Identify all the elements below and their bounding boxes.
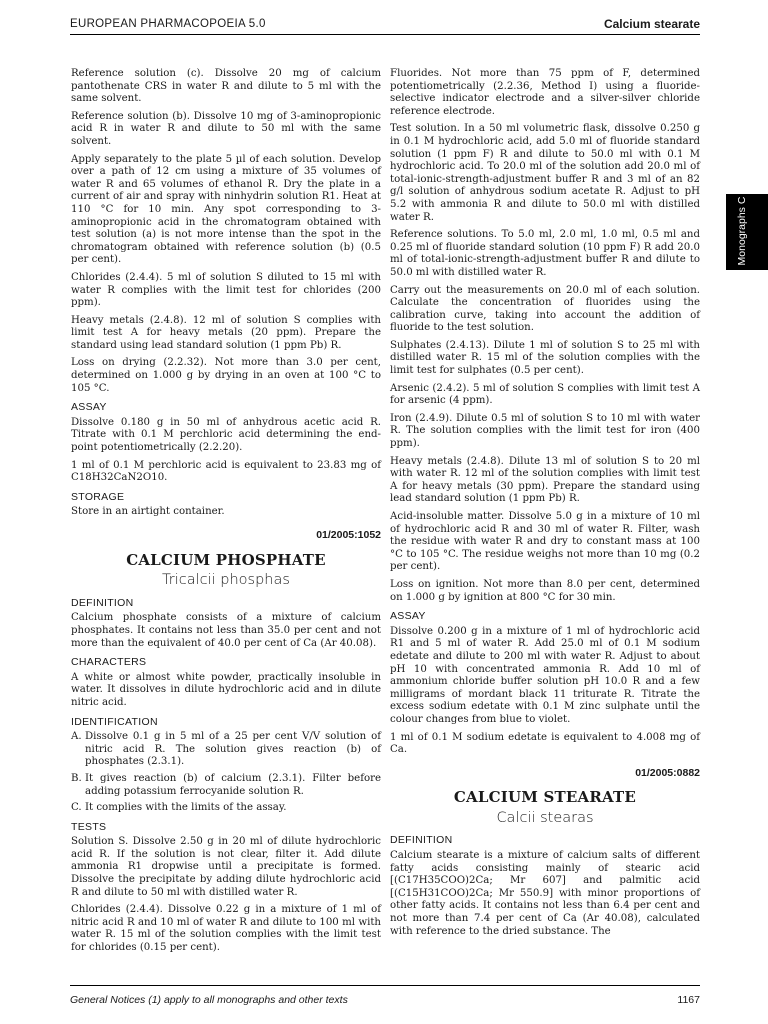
monograph-number: 01/2005:0882 — [635, 766, 700, 779]
section-heading: ASSAY — [71, 401, 107, 414]
paragraph: Solution S. Dissolve 2.50 g in 20 ml of dilute hydrochloric acid R. If the solution is not clear, filter it. Add dilute ammonia R1 dropwise until a precipitate is formed. Dissolve the precipitate by adding dilute hydrochloric acid R and dilute to 50 ml with distilled water R. — [71, 836, 381, 898]
left-column — [71, 68, 381, 960]
monograph-title: CALCIUM PHOSPHATE — [126, 550, 326, 569]
paragraph: Loss on ignition. Not more than 8.0 per cent, determined on 1.000 g by ignition at 800 °C for 30 min. — [390, 578, 700, 603]
paragraph: A white or almost white powder, practically insoluble in water. It dissolves in dilute hydrochloric acid and in dilute nitric acid. — [71, 671, 381, 708]
paragraph: Iron (2.4.9). Dilute 0.5 ml of solution S to 10 ml with water R. The solution complies with the limit test for iron (400 ppm). — [390, 412, 700, 450]
paragraph: Arsenic (2.4.2). 5 ml of solution S complies with limit test A for arsenic (4 ppm). — [390, 382, 700, 407]
running-header — [70, 16, 700, 35]
monographs-section-tab — [726, 194, 768, 270]
paragraph: 1 ml of 0.1 M sodium edetate is equivalent to 4.008 mg of Ca. — [390, 731, 700, 756]
paragraph: Store in an airtight container. — [71, 506, 225, 518]
identification-item — [71, 731, 381, 769]
paragraph: Test solution. In a 50 ml volumetric flask, dissolve 0.250 g in 0.1 M hydrochloric acid, add 5.0 ml of fluoride standard solution (1 ppm F) R and dilute to 50.0 ml with 0.1 M hydrochloric acid. To 20.0 ml of the solution add 20.0 ml of total-ionic-strength-adjustment buffer R and 3 ml of an 82 g/l solution of anhydrous sodium acetate R. Adjust to pH 5.2 with ammonia R and dilute to 50.0 ml with distilled water R. — [390, 123, 700, 223]
paragraph: Dissolve 0.200 g in a mixture of 1 ml of hydrochloric acid R1 and 5 ml of water R. Add 25.0 ml of 0.1 M sodium edetate and dilute to 200 ml with water R. Adjust to about pH 10 with concentrated ammonia R. Add 10 ml of ammonium chloride buffer solution pH 10.0 R and a few milligrams of mordant black 11 triturate R. Titrate the excess sodium edetate with 0.1 M zinc sulphate until the colour changes from blue to violet. — [390, 625, 700, 725]
paragraph: Acid-insoluble matter. Dissolve 5.0 g in a mixture of 10 ml of hydrochloric acid R and 30 ml of water R. Filter, wash the residue with water R and dry to constant mass at 100 °C to 105 °C. The residue weighs not more than 10 mg (0.2 per cent). — [390, 511, 700, 573]
item-label: A. — [71, 731, 82, 743]
identification-item — [71, 802, 381, 815]
section-heading: IDENTIFICATION — [71, 715, 158, 728]
paragraph: Apply separately to the plate 5 µl of each solution. Develop over a path of 12 cm using a mixture of 35 volumes of water R and 65 volumes of ethanol R. Dry the plate in a current of air and spray with ninhydrin solution R1. Heat at 110 °C for 10 min. Any spot corresponding to 3-aminopropionic acid in the chromatogram obtained with test solution (a) is not more intense than the spot in the chromatogram obtained with reference solution (b) (0.5 per cent). — [71, 153, 381, 266]
paragraph: Chlorides (2.4.4). 5 ml of solution S diluted to 15 ml with water R complies with the limit test for chlorides (200 ppm). — [71, 271, 381, 309]
paragraph: Fluorides. Not more than 75 ppm of F, determined potentiometrically (2.2.36, Method I) using a fluoride-selective indicator electrode and a silver-silver chloride reference electrode. — [390, 68, 700, 117]
item-text: Dissolve 0.1 g in 5 ml of a 25 per cent V/V solution of nitric acid R. The solution gives reaction (b) of phosphates (2.3.1). — [85, 731, 381, 768]
paragraph: Calcium phosphate consists of a mixture of calcium phosphates. It contains not less than 35.0 per cent and not more than the equivalent of 40.0 per cent of Ca (Ar 40.08). — [71, 612, 381, 649]
item-label: B. — [71, 772, 82, 784]
identification-item — [71, 773, 381, 798]
section-heading: CHARACTERS — [71, 656, 147, 669]
paragraph: Loss on drying (2.2.32). Not more than 3.0 per cent, determined on 1.000 g by drying in an oven at 100 °C to 105 °C. — [71, 357, 381, 394]
monograph-latin-name: Calcii stearas — [496, 809, 594, 826]
paragraph: 1 ml of 0.1 M perchloric acid is equivalent to 23.83 mg of C18H32CaN2O10. — [71, 459, 381, 484]
page-number: 1167 — [677, 994, 700, 1006]
paragraph: Calcium stearate is a mixture of calcium salts of different fatty acids consisting mainly of stearic acid [(C17H35COO)2Ca; Mr 607] and palmitic acid [(C15H31COO)2Ca; Mr 550.9] with minor proportions of other fatty acids. It contains not less than 6.4 per cent and not more than 7.4 per cent of Ca (Ar 40.08), calculated with reference to the dried substance. The — [390, 850, 700, 937]
item-label: C. — [71, 802, 82, 814]
paragraph: Carry out the measurements on 20.0 ml of each solution. Calculate the concentration of fluorides using the calibration curve, taking into account the addition of fluoride to the test solution. — [390, 284, 700, 334]
section-heading: TESTS — [71, 820, 107, 833]
paragraph: Sulphates (2.4.13). Dilute 1 ml of solution S to 25 ml with distilled water R. 15 ml of the solution complies with the limit test for sulphates (0.5 per cent). — [390, 339, 700, 377]
right-column — [390, 68, 700, 943]
section-heading: DEFINITION — [71, 596, 134, 609]
monograph-running-title: Calcium stearate — [603, 17, 700, 31]
item-text: It gives reaction (b) of calcium (2.3.1). Filter before adding potassium ferrocyanide solution R. — [85, 772, 381, 797]
paragraph: Heavy metals (2.4.8). 12 ml of solution S complies with limit test A for heavy metals (20 ppm). Prepare the standard using lead standard solution (1 ppm Pb) R. — [71, 314, 381, 351]
monograph-title: CALCIUM STEARATE — [453, 788, 637, 807]
footer-note: General Notices (1) apply to all monographs and other texts — [70, 994, 348, 1006]
section-heading: DEFINITION — [390, 834, 453, 847]
paragraph: Reference solution (b). Dissolve 10 mg of 3-aminopropionic acid R in water R and dilute to 50 ml with the same solvent. — [71, 110, 381, 147]
section-tab-label: Monographs C — [736, 196, 748, 266]
monograph-latin-name: Tricalcii phosphas — [162, 572, 290, 589]
paragraph: Reference solution (c). Dissolve 20 mg of calcium pantothenate CRS in water R and dilute to 5 ml with the same solvent. — [71, 68, 381, 105]
paragraph: Dissolve 0.180 g in 50 ml of anhydrous acetic acid R. Titrate with 0.1 M perchloric acid determining the end-point potentiometrically (2.2.20). — [71, 416, 381, 454]
paragraph: Heavy metals (2.4.8). Dilute 13 ml of solution S to 20 ml with water R. 12 ml of the solution complies with limit test A for heavy metals (30 ppm). Prepare the standard using lead standard solution (1 ppm Pb) R. — [390, 455, 700, 505]
monograph-number: 01/2005:1052 — [316, 529, 381, 541]
page-footer — [70, 985, 700, 1006]
section-heading: STORAGE — [71, 490, 125, 503]
section-heading: ASSAY — [390, 610, 426, 623]
paragraph: Reference solutions. To 5.0 ml, 2.0 ml, 1.0 ml, 0.5 ml and 0.25 ml of fluoride standard solution (10 ppm F) R add 20.0 ml of total-ionic-strength-adjustment buffer R and dilute to 50.0 ml with distilled water R. — [390, 229, 700, 278]
paragraph: Chlorides (2.4.4). Dissolve 0.22 g in a mixture of 1 ml of nitric acid R and 10 ml of water R and dilute to 100 ml with water R. 15 ml of the solution complies with the limit test for chlorides (0.15 per cent). — [71, 904, 381, 954]
publication-title: EUROPEAN PHARMACOPOEIA 5.0 — [70, 18, 266, 30]
item-text: It complies with the limits of the assay. — [85, 802, 287, 814]
